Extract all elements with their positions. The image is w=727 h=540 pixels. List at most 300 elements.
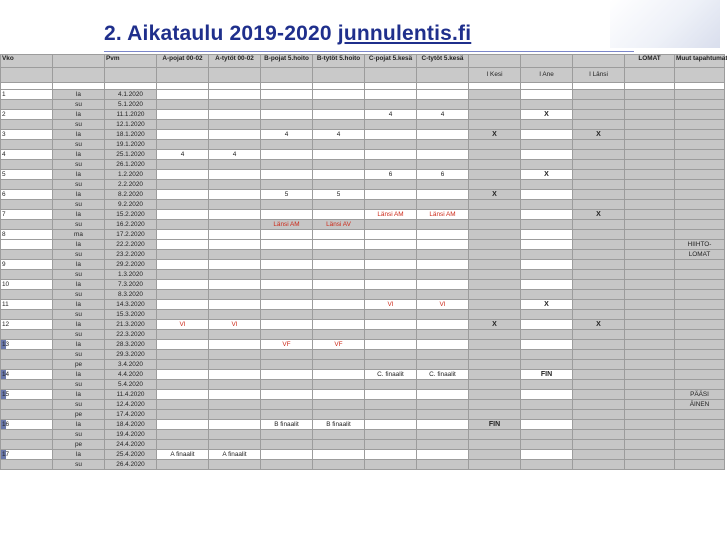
schedule-cell (313, 290, 365, 300)
subheader-cell (365, 68, 417, 83)
table-row (1, 150, 725, 160)
day-cell: su (53, 180, 105, 190)
schedule-cell (521, 380, 573, 390)
schedule-cell (625, 280, 675, 290)
spacer-cell (417, 83, 469, 90)
schedule-cell (209, 260, 261, 270)
day-cell: la (53, 90, 105, 100)
schedule-cell (675, 340, 725, 350)
header-cell: Vko (1, 55, 53, 68)
schedule-cell (675, 190, 725, 200)
schedule-cell (573, 360, 625, 370)
day-cell: la (53, 390, 105, 400)
schedule-cell (417, 160, 469, 170)
schedule-cell (521, 390, 573, 400)
day-cell: su (53, 140, 105, 150)
schedule-cell (675, 330, 725, 340)
schedule-cell (625, 210, 675, 220)
date-cell: 19.4.2020 (105, 430, 157, 440)
schedule-cell: FIN (469, 420, 521, 430)
schedule-cell (469, 120, 521, 130)
header-cell: Pvm (105, 55, 157, 68)
schedule-cell (417, 440, 469, 450)
schedule-cell (625, 330, 675, 340)
schedule-cell (625, 200, 675, 210)
schedule-cell (521, 430, 573, 440)
date-cell: 19.1.2020 (105, 140, 157, 150)
subheader-cell: I Kesi (469, 68, 521, 83)
schedule-cell (573, 110, 625, 120)
schedule-cell (417, 230, 469, 240)
schedule-cell (675, 360, 725, 370)
schedule-cell (521, 210, 573, 220)
title-link[interactable]: junnulentis.fi (337, 22, 472, 45)
schedule-cell: Länsi AM (261, 220, 313, 230)
table-row (1, 190, 725, 200)
schedule-cell: X (469, 190, 521, 200)
schedule-cell (157, 200, 209, 210)
schedule-cell (209, 140, 261, 150)
schedule-cell (157, 360, 209, 370)
schedule-cell (209, 310, 261, 320)
schedule-cell (209, 170, 261, 180)
table-row (1, 280, 725, 290)
schedule-cell (313, 280, 365, 290)
schedule-cell (313, 310, 365, 320)
schedule-cell (521, 230, 573, 240)
schedule-cell (209, 420, 261, 430)
schedule-cell (675, 90, 725, 100)
schedule-cell (209, 460, 261, 470)
schedule-cell (209, 240, 261, 250)
schedule-cell (573, 390, 625, 400)
schedule-cell (573, 160, 625, 170)
week-cell (1, 140, 53, 150)
schedule-cell (521, 410, 573, 420)
schedule-cell (313, 170, 365, 180)
week-cell: 14 (1, 370, 53, 380)
date-cell: 28.3.2020 (105, 340, 157, 350)
subheader-cell (625, 68, 675, 83)
schedule-cell (365, 310, 417, 320)
table-row (1, 390, 725, 400)
schedule-cell (521, 250, 573, 260)
week-cell (1, 380, 53, 390)
week-cell: 4 (1, 150, 53, 160)
day-cell: su (53, 400, 105, 410)
schedule-cell (469, 270, 521, 280)
table-row (1, 130, 725, 140)
schedule-cell (675, 150, 725, 160)
schedule-table (0, 54, 725, 470)
schedule-cell (573, 190, 625, 200)
schedule-cell (261, 180, 313, 190)
schedule-cell (573, 220, 625, 230)
header-cell: B-tytöt 5.hoito (313, 55, 365, 68)
schedule-cell (209, 270, 261, 280)
day-cell: la (53, 170, 105, 180)
header-cell: A-tytöt 00-02 (209, 55, 261, 68)
schedule-cell (675, 170, 725, 180)
schedule-cell (157, 290, 209, 300)
schedule-cell (417, 410, 469, 420)
schedule-cell (521, 460, 573, 470)
subheader-cell: I Länsi (573, 68, 625, 83)
schedule-cell (313, 390, 365, 400)
table-row (1, 450, 725, 460)
schedule-cell (365, 90, 417, 100)
table-row (1, 370, 725, 380)
spacer-cell (625, 83, 675, 90)
date-cell: 1.3.2020 (105, 270, 157, 280)
table-row (1, 250, 725, 260)
schedule-cell: X (469, 130, 521, 140)
schedule-cell (469, 290, 521, 300)
date-cell: 29.3.2020 (105, 350, 157, 360)
schedule-cell (573, 100, 625, 110)
date-cell: 1.2.2020 (105, 170, 157, 180)
schedule-cell (209, 280, 261, 290)
schedule-cell (261, 390, 313, 400)
schedule-cell (313, 240, 365, 250)
schedule-cell (675, 310, 725, 320)
schedule-cell (261, 430, 313, 440)
week-cell: 10 (1, 280, 53, 290)
schedule-cell (157, 260, 209, 270)
schedule-cell (675, 300, 725, 310)
schedule-cell (313, 90, 365, 100)
schedule-cell (261, 260, 313, 270)
schedule-cell (521, 290, 573, 300)
table-header-row (1, 55, 725, 68)
schedule-cell: Länsi AM (365, 210, 417, 220)
schedule-cell (417, 90, 469, 100)
day-cell: su (53, 330, 105, 340)
schedule-cell (365, 340, 417, 350)
schedule-cell (675, 290, 725, 300)
spacer-cell (365, 83, 417, 90)
week-cell (1, 240, 53, 250)
schedule-cell (625, 420, 675, 430)
schedule-cell (573, 280, 625, 290)
day-cell: la (53, 370, 105, 380)
schedule-cell (261, 210, 313, 220)
schedule-cell (417, 200, 469, 210)
table-row (1, 140, 725, 150)
schedule-cell (625, 130, 675, 140)
schedule-cell (417, 120, 469, 130)
schedule-cell (625, 190, 675, 200)
schedule-cell (365, 290, 417, 300)
day-cell: su (53, 270, 105, 280)
table-row (1, 360, 725, 370)
schedule-cell: X (521, 170, 573, 180)
schedule-cell (313, 440, 365, 450)
schedule-cell (625, 410, 675, 420)
schedule-cell (209, 400, 261, 410)
table-row (1, 160, 725, 170)
schedule-cell (313, 300, 365, 310)
schedule-cell (365, 190, 417, 200)
schedule-cell (573, 400, 625, 410)
schedule-cell (313, 370, 365, 380)
schedule-cell (417, 340, 469, 350)
schedule-cell (469, 430, 521, 440)
week-cell (1, 400, 53, 410)
schedule-cell (157, 430, 209, 440)
schedule-cell (625, 150, 675, 160)
schedule-cell (313, 100, 365, 110)
schedule-cell (417, 430, 469, 440)
schedule-cell (625, 440, 675, 450)
schedule-cell (521, 350, 573, 360)
day-cell: la (53, 340, 105, 350)
schedule-cell (469, 380, 521, 390)
subheader-cell (53, 68, 105, 83)
schedule-cell (675, 100, 725, 110)
schedule-cell (313, 400, 365, 410)
schedule-cell (625, 140, 675, 150)
schedule-cell (521, 260, 573, 270)
schedule-cell (365, 270, 417, 280)
schedule-cell (209, 410, 261, 420)
schedule-cell (417, 400, 469, 410)
schedule-cell (417, 270, 469, 280)
schedule-cell (521, 270, 573, 280)
schedule-cell (209, 90, 261, 100)
schedule-cell (209, 230, 261, 240)
header-cell (573, 55, 625, 68)
schedule-cell (675, 120, 725, 130)
week-cell (1, 440, 53, 450)
schedule-cell (261, 120, 313, 130)
schedule-cell (365, 360, 417, 370)
schedule-cell (469, 140, 521, 150)
schedule-cell (625, 110, 675, 120)
schedule-cell (209, 180, 261, 190)
schedule-cell: X (573, 210, 625, 220)
day-cell: la (53, 190, 105, 200)
schedule-cell (313, 350, 365, 360)
subheader-cell (209, 68, 261, 83)
schedule-cell (521, 220, 573, 230)
date-cell: 23.2.2020 (105, 250, 157, 260)
schedule-cell (157, 350, 209, 360)
date-cell: 18.4.2020 (105, 420, 157, 430)
day-cell: la (53, 150, 105, 160)
schedule-cell (469, 180, 521, 190)
schedule-cell: 5 (261, 190, 313, 200)
schedule-cell (521, 120, 573, 130)
day-cell: su (53, 120, 105, 130)
schedule-cell (625, 320, 675, 330)
schedule-cell (365, 120, 417, 130)
schedule-cell (157, 250, 209, 260)
schedule-cell: X (573, 320, 625, 330)
spacer-cell (105, 83, 157, 90)
schedule-cell (469, 110, 521, 120)
schedule-cell (261, 140, 313, 150)
schedule-cell (365, 280, 417, 290)
schedule-cell (417, 310, 469, 320)
schedule-cell: 4 (209, 150, 261, 160)
date-cell: 12.1.2020 (105, 120, 157, 130)
week-cell (1, 270, 53, 280)
schedule-cell (625, 90, 675, 100)
schedule-cell (417, 330, 469, 340)
week-cell: 15 (1, 390, 53, 400)
table-row (1, 110, 725, 120)
schedule-cell (573, 120, 625, 130)
schedule-cell: HIIHTO- (675, 240, 725, 250)
schedule-cell (261, 110, 313, 120)
schedule-cell (209, 440, 261, 450)
schedule-cell (417, 250, 469, 260)
subheader-cell (417, 68, 469, 83)
schedule-cell (365, 250, 417, 260)
schedule-cell (625, 160, 675, 170)
day-cell: la (53, 240, 105, 250)
schedule-cell (573, 150, 625, 160)
schedule-cell (365, 330, 417, 340)
schedule-cell (417, 320, 469, 330)
table-subheader-row (1, 68, 725, 83)
schedule-cell (313, 250, 365, 260)
schedule-cell (521, 150, 573, 160)
schedule-cell (573, 170, 625, 180)
schedule-cell (469, 210, 521, 220)
schedule-cell (313, 270, 365, 280)
schedule-cell (521, 130, 573, 140)
schedule-cell (521, 320, 573, 330)
schedule-cell (209, 220, 261, 230)
day-cell: la (53, 300, 105, 310)
schedule-cell (365, 390, 417, 400)
schedule-cell (313, 230, 365, 240)
header-cell: C-pojat 5.kesä (365, 55, 417, 68)
schedule-cell (573, 240, 625, 250)
schedule-cell (417, 460, 469, 470)
table-row (1, 400, 725, 410)
week-cell (1, 100, 53, 110)
table-row (1, 260, 725, 270)
schedule-cell (365, 450, 417, 460)
schedule-cell (261, 370, 313, 380)
schedule-cell (625, 380, 675, 390)
schedule-cell (573, 260, 625, 270)
schedule-cell (365, 130, 417, 140)
week-cell (1, 220, 53, 230)
schedule-cell (675, 180, 725, 190)
schedule-cell (261, 230, 313, 240)
schedule-cell (365, 220, 417, 230)
date-cell: 22.3.2020 (105, 330, 157, 340)
schedule-cell: 4 (313, 130, 365, 140)
day-cell: su (53, 100, 105, 110)
schedule-cell (313, 180, 365, 190)
schedule-cell: A finaalit (157, 450, 209, 460)
schedule-cell (469, 300, 521, 310)
schedule-cell (209, 110, 261, 120)
schedule-cell (157, 130, 209, 140)
schedule-cell (365, 460, 417, 470)
schedule-cell (469, 450, 521, 460)
header-cell (469, 55, 521, 68)
schedule-cell (261, 200, 313, 210)
day-cell: su (53, 200, 105, 210)
header-cell: C-tytöt 5.kesä (417, 55, 469, 68)
header-cell: A-pojat 00-02 (157, 55, 209, 68)
schedule-cell (469, 260, 521, 270)
schedule-cell (313, 410, 365, 420)
date-cell: 9.2.2020 (105, 200, 157, 210)
schedule-cell (365, 380, 417, 390)
schedule-cell (675, 200, 725, 210)
day-cell: pe (53, 360, 105, 370)
schedule-cell: B finaalit (313, 420, 365, 430)
schedule-cell (157, 190, 209, 200)
schedule-cell (157, 110, 209, 120)
schedule-cell: Länsi AV (313, 220, 365, 230)
schedule-cell: 5 (313, 190, 365, 200)
table-row (1, 430, 725, 440)
week-cell (1, 180, 53, 190)
schedule-cell (675, 350, 725, 360)
schedule-cell (625, 260, 675, 270)
day-cell: su (53, 460, 105, 470)
week-cell: 3 (1, 130, 53, 140)
schedule-cell (313, 330, 365, 340)
date-cell: 2.2.2020 (105, 180, 157, 190)
spacer-cell (573, 83, 625, 90)
schedule-cell (573, 440, 625, 450)
schedule-cell: PÄÄSI (675, 390, 725, 400)
spacer-cell (675, 83, 725, 90)
schedule-cell (625, 370, 675, 380)
schedule-cell (157, 440, 209, 450)
schedule-cell (573, 460, 625, 470)
schedule-cell (157, 100, 209, 110)
subheader-cell (261, 68, 313, 83)
day-cell: su (53, 160, 105, 170)
date-cell: 16.2.2020 (105, 220, 157, 230)
schedule-cell (521, 200, 573, 210)
schedule-cell (573, 140, 625, 150)
schedule-cell (675, 410, 725, 420)
schedule-cell (209, 120, 261, 130)
schedule-cell (209, 340, 261, 350)
schedule-cell (469, 390, 521, 400)
schedule-cell (261, 440, 313, 450)
schedule-cell: B finaalit (261, 420, 313, 430)
date-cell: 5.1.2020 (105, 100, 157, 110)
day-cell: la (53, 260, 105, 270)
week-cell (1, 410, 53, 420)
schedule-cell (313, 430, 365, 440)
schedule-cell: VF (313, 340, 365, 350)
week-cell (1, 250, 53, 260)
schedule-cell (417, 140, 469, 150)
schedule-cell (157, 140, 209, 150)
table-row (1, 300, 725, 310)
schedule-cell (625, 460, 675, 470)
table-row (1, 200, 725, 210)
schedule-cell (675, 370, 725, 380)
schedule-cell (573, 290, 625, 300)
schedule-cell (261, 100, 313, 110)
date-cell: 5.4.2020 (105, 380, 157, 390)
schedule-cell (313, 460, 365, 470)
